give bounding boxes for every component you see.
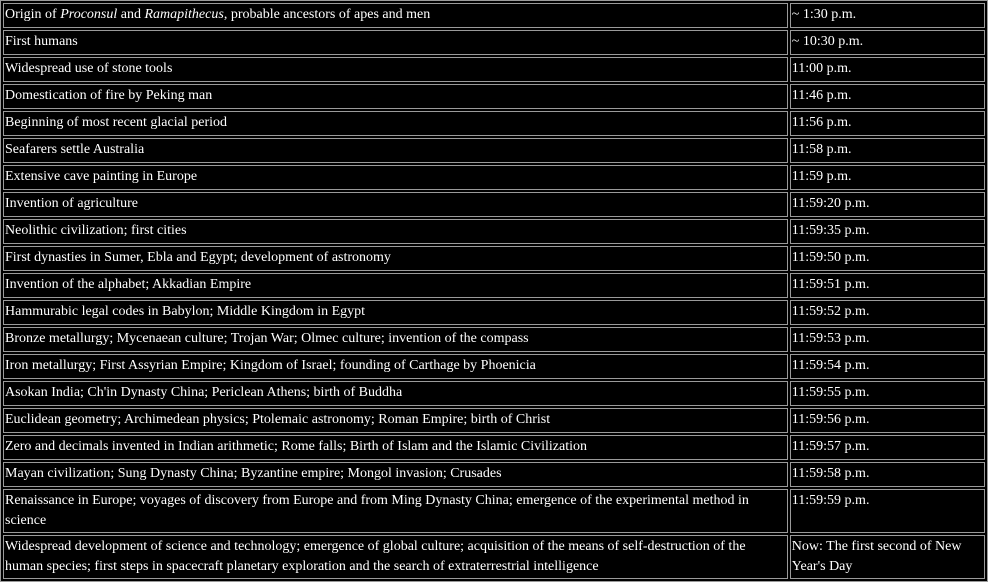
event-cell: Asokan India; Ch'in Dynasty China; Periclean Athens; birth of Buddha xyxy=(3,381,788,406)
event-cell xyxy=(3,3,788,28)
time-cell: 11:00 p.m. xyxy=(790,57,985,82)
time-cell: 11:56 p.m. xyxy=(790,111,985,136)
time-cell: 11:59:51 p.m. xyxy=(790,273,985,298)
event-cell: Hammurabic legal codes in Babylon; Middle Kingdom in Egypt xyxy=(3,300,788,325)
event-cell: Seafarers settle Australia xyxy=(3,138,788,163)
time-cell: 11:59:59 p.m. xyxy=(790,489,985,533)
table-row xyxy=(3,462,985,487)
event-cell: First dynasties in Sumer, Ebla and Egypt; development of astronomy xyxy=(3,246,788,271)
table-row xyxy=(3,381,985,406)
event-cell: Neolithic civilization; first cities xyxy=(3,219,788,244)
event-cell: Renaissance in Europe; voyages of discovery from Europe and from Ming Dynasty China; emergence of the experimental method in science xyxy=(3,489,788,533)
table-row xyxy=(3,489,985,533)
time-cell: 11:59:53 p.m. xyxy=(790,327,985,352)
event-cell: Zero and decimals invented in Indian arithmetic; Rome falls; Birth of Islam and the Islamic Civilization xyxy=(3,435,788,460)
table-row xyxy=(3,300,985,325)
table-row xyxy=(3,165,985,190)
event-text-part: Origin of xyxy=(5,7,61,22)
table-row xyxy=(3,435,985,460)
time-cell: 11:59:35 p.m. xyxy=(790,219,985,244)
time-cell: 11:59:52 p.m. xyxy=(790,300,985,325)
table-row xyxy=(3,246,985,271)
event-text-italic-part: Ramapithecus xyxy=(144,7,224,22)
time-cell: 11:59:56 p.m. xyxy=(790,408,985,433)
time-cell: 11:59 p.m. xyxy=(790,165,985,190)
event-cell: First humans xyxy=(3,30,788,55)
event-text-part: and xyxy=(117,7,145,22)
table-row xyxy=(3,408,985,433)
event-cell: Invention of agriculture xyxy=(3,192,788,217)
time-cell: 11:59:58 p.m. xyxy=(790,462,985,487)
event-text-italic-part: Proconsul xyxy=(60,7,118,22)
time-cell: ~ 1:30 p.m. xyxy=(790,3,985,28)
event-cell: Euclidean geometry; Archimedean physics; Ptolemaic astronomy; Roman Empire; birth of Christ xyxy=(3,408,788,433)
event-cell: Beginning of most recent glacial period xyxy=(3,111,788,136)
time-cell: 11:46 p.m. xyxy=(790,84,985,109)
time-cell: ~ 10:30 p.m. xyxy=(790,30,985,55)
table-row xyxy=(3,535,985,579)
event-cell: Extensive cave painting in Europe xyxy=(3,165,788,190)
event-cell: Widespread development of science and technology; emergence of global culture; acquisition of the means of self-destruction of the human species; first steps in spacecraft planetary exploration and the search of extraterrestrial intelligence xyxy=(3,535,788,579)
event-cell: Invention of the alphabet; Akkadian Empire xyxy=(3,273,788,298)
table-row xyxy=(3,138,985,163)
table-row xyxy=(3,30,985,55)
table-row xyxy=(3,192,985,217)
table-row xyxy=(3,219,985,244)
table-row xyxy=(3,327,985,352)
event-cell: Bronze metallurgy; Mycenaean culture; Trojan War; Olmec culture; invention of the compass xyxy=(3,327,788,352)
event-cell: Mayan civilization; Sung Dynasty China; Byzantine empire; Mongol invasion; Crusades xyxy=(3,462,788,487)
event-cell: Domestication of fire by Peking man xyxy=(3,84,788,109)
event-text-part: , probable ancestors of apes and men xyxy=(223,7,431,22)
table-row xyxy=(3,111,985,136)
table-row xyxy=(3,273,985,298)
time-cell: 11:59:54 p.m. xyxy=(790,354,985,379)
time-cell: 11:59:50 p.m. xyxy=(790,246,985,271)
time-cell: 11:59:20 p.m. xyxy=(790,192,985,217)
time-cell: 11:59:55 p.m. xyxy=(790,381,985,406)
time-cell: 11:58 p.m. xyxy=(790,138,985,163)
table-row xyxy=(3,354,985,379)
time-cell: 11:59:57 p.m. xyxy=(790,435,985,460)
table-row xyxy=(3,57,985,82)
table-row xyxy=(3,84,985,109)
event-cell: Iron metallurgy; First Assyrian Empire; Kingdom of Israel; founding of Carthage by Phoenicia xyxy=(3,354,788,379)
time-cell: Now: The first second of New Year's Day xyxy=(790,535,985,579)
event-cell: Widespread use of stone tools xyxy=(3,57,788,82)
table-row xyxy=(3,3,985,28)
